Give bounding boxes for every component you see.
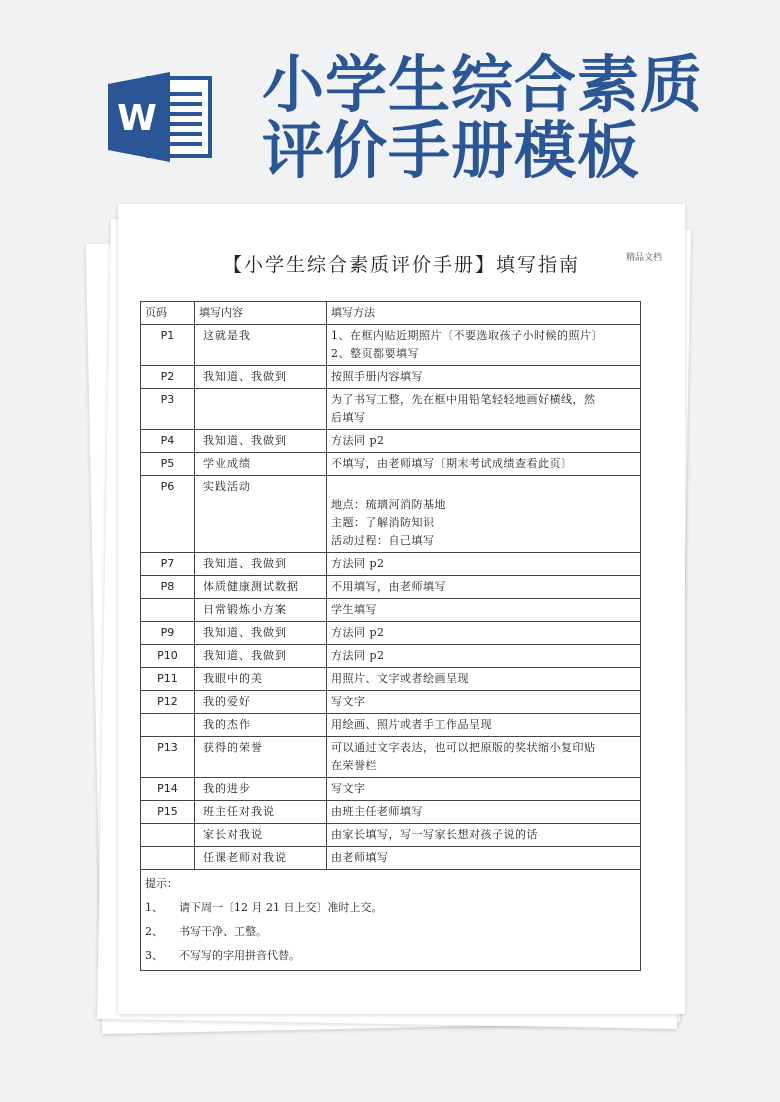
row-method xyxy=(327,737,641,778)
row-page: P4 xyxy=(141,430,195,453)
row-content: 班主任对我说 xyxy=(195,801,327,824)
note-text: 请下周一〔12 月 21 日上交〕准时上交。 xyxy=(179,901,383,914)
row-content: 我知道、我做到 xyxy=(195,645,327,668)
document-tag: 精品文档 xyxy=(626,253,663,263)
row-page xyxy=(141,824,195,847)
method-line: 后填写 xyxy=(331,411,366,424)
method-line: 由家长填写，写一写家长想对孩子说的话 xyxy=(331,828,538,841)
row-content: 实践活动 xyxy=(195,476,327,553)
table-row xyxy=(141,453,641,476)
row-method xyxy=(327,668,641,691)
guide-table xyxy=(140,301,641,971)
row-page: P3 xyxy=(141,389,195,430)
row-method xyxy=(327,622,641,645)
row-method xyxy=(327,325,641,366)
header-page: 页码 xyxy=(141,302,195,325)
table-row xyxy=(141,691,641,714)
row-page: P2 xyxy=(141,366,195,389)
note-text: 不写写的字用拼音代替。 xyxy=(179,949,300,962)
word-logo-letter: W xyxy=(117,98,157,139)
method-line: 不用填写，由老师填写 xyxy=(331,580,446,593)
row-content: 家长对我说 xyxy=(195,824,327,847)
table-row xyxy=(141,824,641,847)
table-row xyxy=(141,645,641,668)
table-row xyxy=(141,430,641,453)
method-line: 学生填写 xyxy=(331,603,377,616)
row-content: 体质健康测试数据 xyxy=(195,576,327,599)
row-page xyxy=(141,847,195,870)
note-number: 2、 xyxy=(145,925,163,938)
row-content xyxy=(195,389,327,430)
method-line: 用照片、文字或者绘画呈现 xyxy=(331,672,469,685)
table-row xyxy=(141,553,641,576)
method-line: 1、在框内贴近期照片〔不要选取孩子小时候的照片〕 xyxy=(331,329,603,342)
row-method xyxy=(327,366,641,389)
table-row xyxy=(141,714,641,737)
row-page: P9 xyxy=(141,622,195,645)
row-content: 我知道、我做到 xyxy=(195,366,327,389)
method-line: 主题：了解消防知识 xyxy=(331,516,435,529)
note-number: 1、 xyxy=(145,901,163,914)
row-page: P7 xyxy=(141,553,195,576)
method-line: 地点：琉璃河消防基地 xyxy=(331,498,446,511)
row-page: P1 xyxy=(141,325,195,366)
row-method xyxy=(327,691,641,714)
method-line: 方法同 p2 xyxy=(331,626,385,639)
row-method xyxy=(327,801,641,824)
note-item xyxy=(145,944,636,968)
method-line: 2、整页都要填写 xyxy=(331,347,419,360)
method-line: 活动过程：自己填写 xyxy=(331,534,435,547)
note-item xyxy=(145,920,636,944)
table-row xyxy=(141,847,641,870)
method-line: 在荣誉栏 xyxy=(331,759,377,772)
row-content: 我知道、我做到 xyxy=(195,553,327,576)
banner-title: 小学生综合素质评价手册模板 xyxy=(262,48,704,187)
word-document-icon xyxy=(108,72,218,162)
table-row xyxy=(141,599,641,622)
row-method xyxy=(327,576,641,599)
method-line: 写文字 xyxy=(331,782,366,795)
row-method xyxy=(327,430,641,453)
method-line: 不填写，由老师填写〔期末考试成绩查看此页〕 xyxy=(331,457,573,470)
row-page xyxy=(141,714,195,737)
table-row xyxy=(141,778,641,801)
row-page: P15 xyxy=(141,801,195,824)
row-page: P12 xyxy=(141,691,195,714)
note-item xyxy=(145,896,636,920)
header-method: 填写方法 xyxy=(327,302,641,325)
row-content: 我眼中的美 xyxy=(195,668,327,691)
row-method xyxy=(327,645,641,668)
notes-row xyxy=(141,870,641,971)
document-title: 【小学生综合素质评价手册】填写指南 xyxy=(222,254,580,276)
table-row xyxy=(141,325,641,366)
row-method xyxy=(327,389,641,430)
table-row xyxy=(141,576,641,599)
method-line: 方法同 p2 xyxy=(331,649,385,662)
method-line: 用绘画、照片或者手工作品呈现 xyxy=(331,718,492,731)
method-line: 为了书写工整，先在框中用铅笔轻轻地画好横线，然 xyxy=(331,393,596,406)
row-method xyxy=(327,714,641,737)
row-content: 获得的荣誉 xyxy=(195,737,327,778)
note-text: 书写干净、工整。 xyxy=(179,925,267,938)
method-line: 可以通过文字表达，也可以把原版的奖状缩小复印贴 xyxy=(331,741,596,754)
table-header-row xyxy=(141,302,641,325)
row-page xyxy=(141,599,195,622)
row-page: P8 xyxy=(141,576,195,599)
row-content: 任课老师对我说 xyxy=(195,847,327,870)
row-content: 这就是我 xyxy=(195,325,327,366)
method-line: 方法同 p2 xyxy=(331,434,385,447)
row-method xyxy=(327,824,641,847)
row-content: 学业成绩 xyxy=(195,453,327,476)
row-page: P11 xyxy=(141,668,195,691)
document-page xyxy=(118,204,685,1014)
method-line: 写文字 xyxy=(331,695,366,708)
row-method xyxy=(327,553,641,576)
notes-section xyxy=(141,870,641,971)
row-content: 我的爱好 xyxy=(195,691,327,714)
table-row xyxy=(141,389,641,430)
table-row xyxy=(141,366,641,389)
header-content: 填写内容 xyxy=(195,302,327,325)
table-row xyxy=(141,668,641,691)
row-content: 我知道、我做到 xyxy=(195,430,327,453)
row-method xyxy=(327,453,641,476)
notes-heading: 提示： xyxy=(145,877,178,890)
row-page: P10 xyxy=(141,645,195,668)
row-method xyxy=(327,476,641,553)
method-line: 由老师填写 xyxy=(331,851,389,864)
row-page: P13 xyxy=(141,737,195,778)
row-page: P14 xyxy=(141,778,195,801)
row-content: 我的杰作 xyxy=(195,714,327,737)
method-line: 由班主任老师填写 xyxy=(331,805,423,818)
row-method xyxy=(327,847,641,870)
table-row xyxy=(141,801,641,824)
row-method xyxy=(327,599,641,622)
row-page: P6 xyxy=(141,476,195,553)
table-row xyxy=(141,622,641,645)
row-page: P5 xyxy=(141,453,195,476)
row-content: 我知道、我做到 xyxy=(195,622,327,645)
table-row xyxy=(141,476,641,553)
note-number: 3、 xyxy=(145,949,163,962)
row-method xyxy=(327,778,641,801)
row-content: 日常锻炼小方案 xyxy=(195,599,327,622)
method-line: 按照手册内容填写 xyxy=(331,370,423,383)
method-line: 方法同 p2 xyxy=(331,557,385,570)
row-content: 我的进步 xyxy=(195,778,327,801)
table-row xyxy=(141,737,641,778)
